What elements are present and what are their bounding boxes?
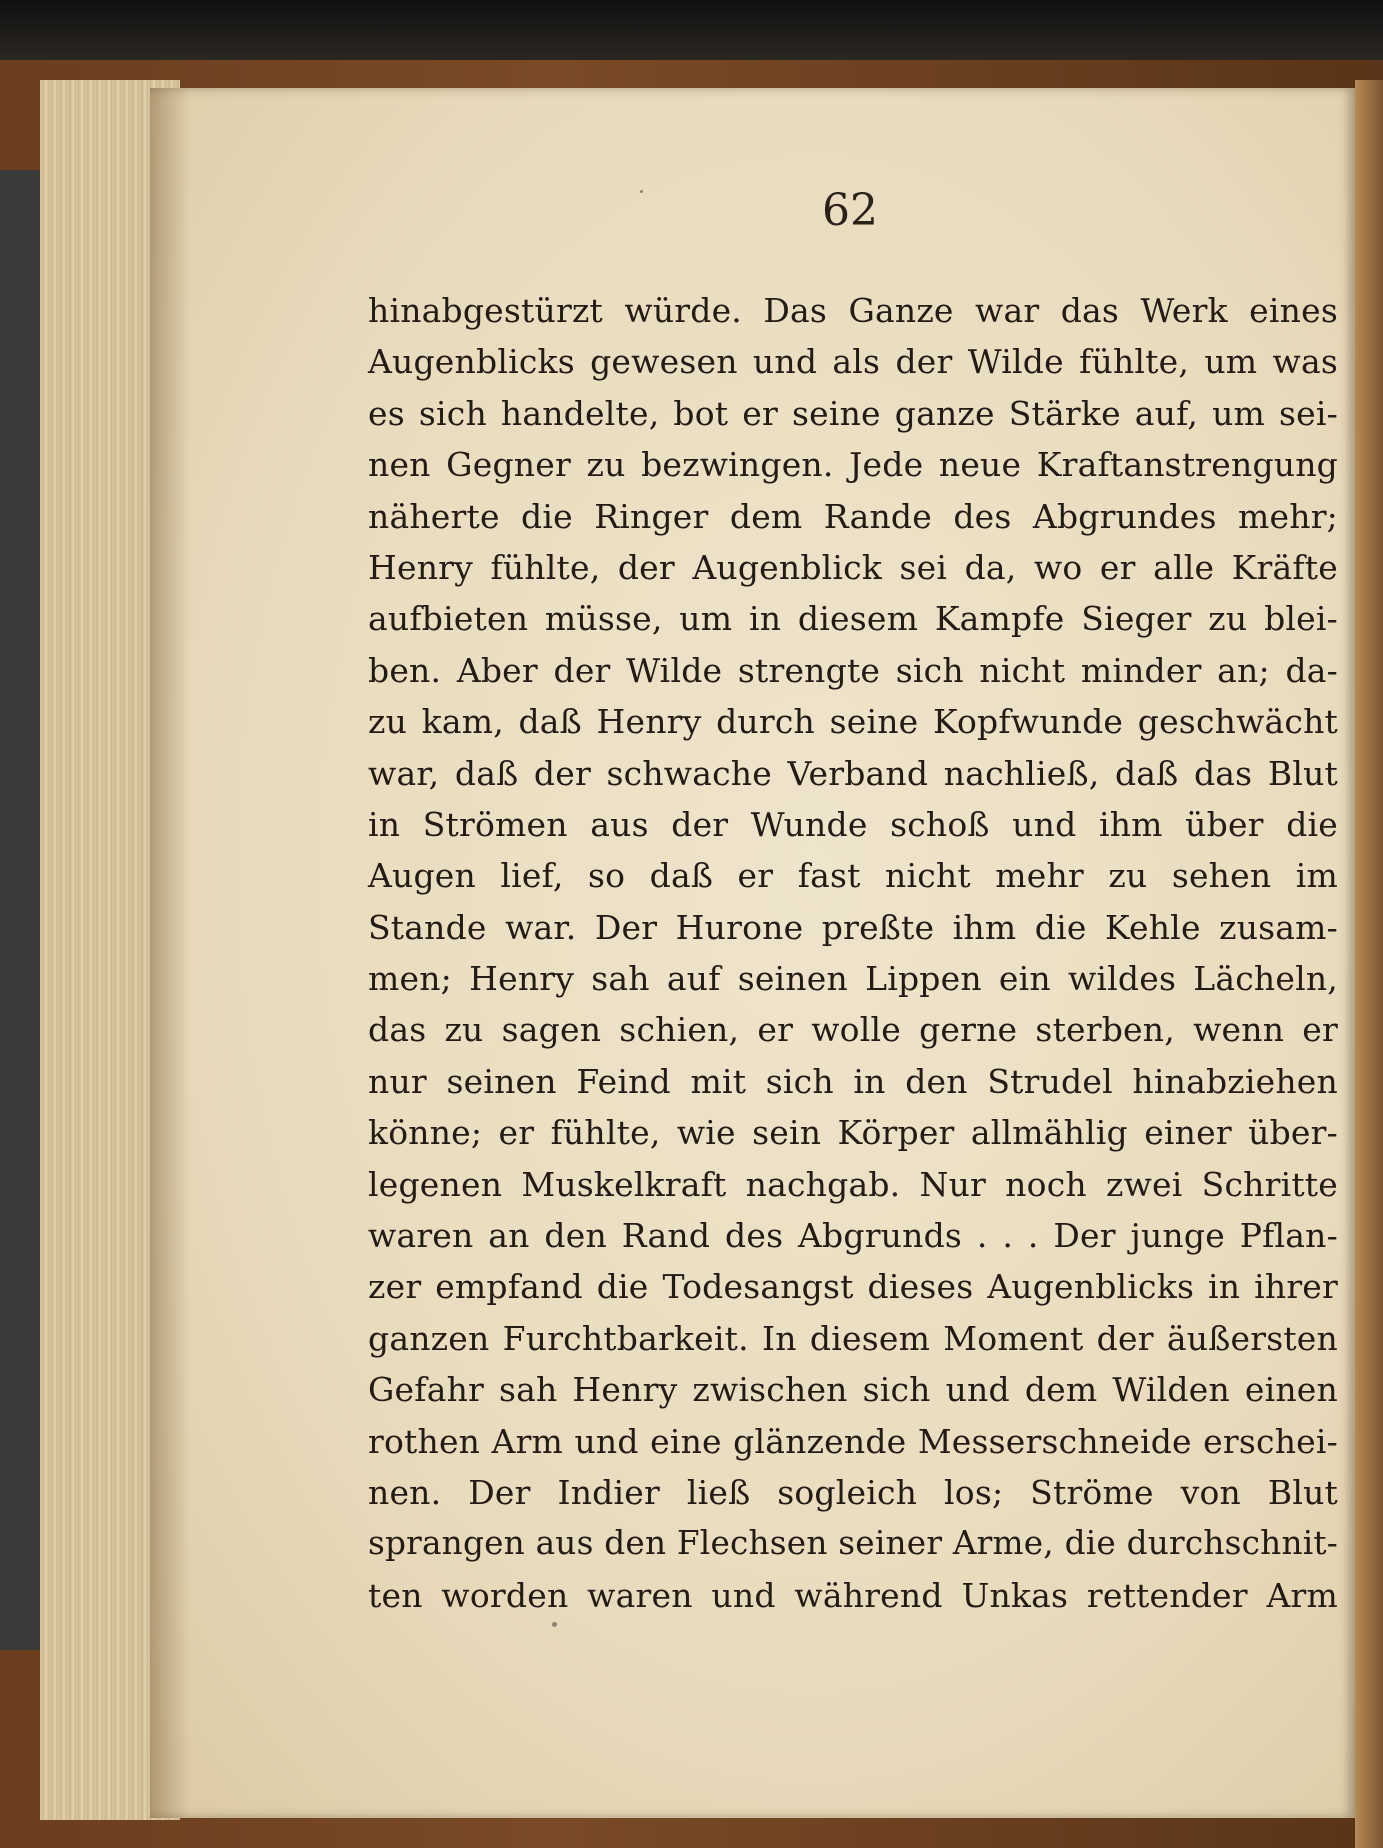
text-line: nur seinen Feind mit sich in den Strudel hinabziehen (368, 1061, 1338, 1101)
text-line: legenen Muskelkraft nachgab. Nur noch zwei Schritte (368, 1164, 1338, 1204)
page-number: 62 (822, 185, 878, 236)
text-line: men; Henry sah auf seinen Lippen ein wildes Lächeln, (368, 959, 1338, 999)
text-line: in Strömen aus der Wunde schoß und ihm über die (368, 804, 1338, 844)
text-line: es sich handelte, bot er seine ganze Stärke auf, um sei- (368, 393, 1338, 433)
text-line: das zu sagen schien, er wolle gerne sterben, wenn er (368, 1010, 1338, 1050)
spine-shadow (150, 88, 190, 1818)
text-line: nen. Der Indier ließ sogleich los; Ströme von Blut (368, 1472, 1338, 1512)
text-line: waren an den Rand des Abgrunds . . . Der junge Pflan- (368, 1216, 1338, 1256)
text-line: zu kam, daß Henry durch seine Kopfwunde geschwächt (368, 702, 1338, 742)
paper-speck (640, 190, 643, 193)
text-line: sprangen aus den Flechsen seiner Arme, die durchschnit- (368, 1524, 1338, 1563)
text-line: ben. Aber der Wilde strengte sich nicht minder an; da- (368, 650, 1338, 690)
text-line: hinabgestürzt würde. Das Ganze war das Werk eines (368, 291, 1338, 330)
text-line: könne; er fühlte, wie sein Körper allmählig einer über- (368, 1113, 1338, 1153)
text-line: Gefahr sah Henry zwischen sich und dem Wilden einen (368, 1370, 1338, 1410)
text-line: nen Gegner zu bezwingen. Jede neue Kraftanstrengung (368, 445, 1338, 485)
text-line: näherte die Ringer dem Rande des Abgrundes mehr; (368, 496, 1338, 536)
paper-speck (552, 1622, 557, 1627)
text-block (368, 285, 1338, 1621)
text-line: Augenblicks gewesen und als der Wilde fühlte, um was (368, 342, 1338, 382)
text-line: ten worden waren und während Unkas rettender Arm (368, 1575, 1338, 1615)
text-line: Augen lief, so daß er fast nicht mehr zu sehen im (368, 856, 1338, 896)
text-line: Henry fühlte, der Augenblick sei da, wo er alle Kräfte (368, 547, 1338, 587)
text-line: ganzen Furchtbarkeit. In diesem Moment der äußersten (368, 1318, 1338, 1358)
text-line: war, daß der schwache Verband nachließ, daß das Blut (368, 753, 1338, 793)
text-line: rothen Arm und eine glänzende Messerschneide erschei- (368, 1421, 1338, 1461)
text-line: Stande war. Der Hurone preßte ihm die Kehle zusam- (368, 907, 1338, 947)
text-line: zer empfand die Todesangst dieses Augenblicks in ihrer (368, 1267, 1338, 1307)
cover-edge-right (1355, 80, 1383, 1848)
background-top (0, 0, 1383, 60)
text-line: aufbieten müsse, um in diesem Kampfe Sieger zu blei- (368, 599, 1338, 639)
